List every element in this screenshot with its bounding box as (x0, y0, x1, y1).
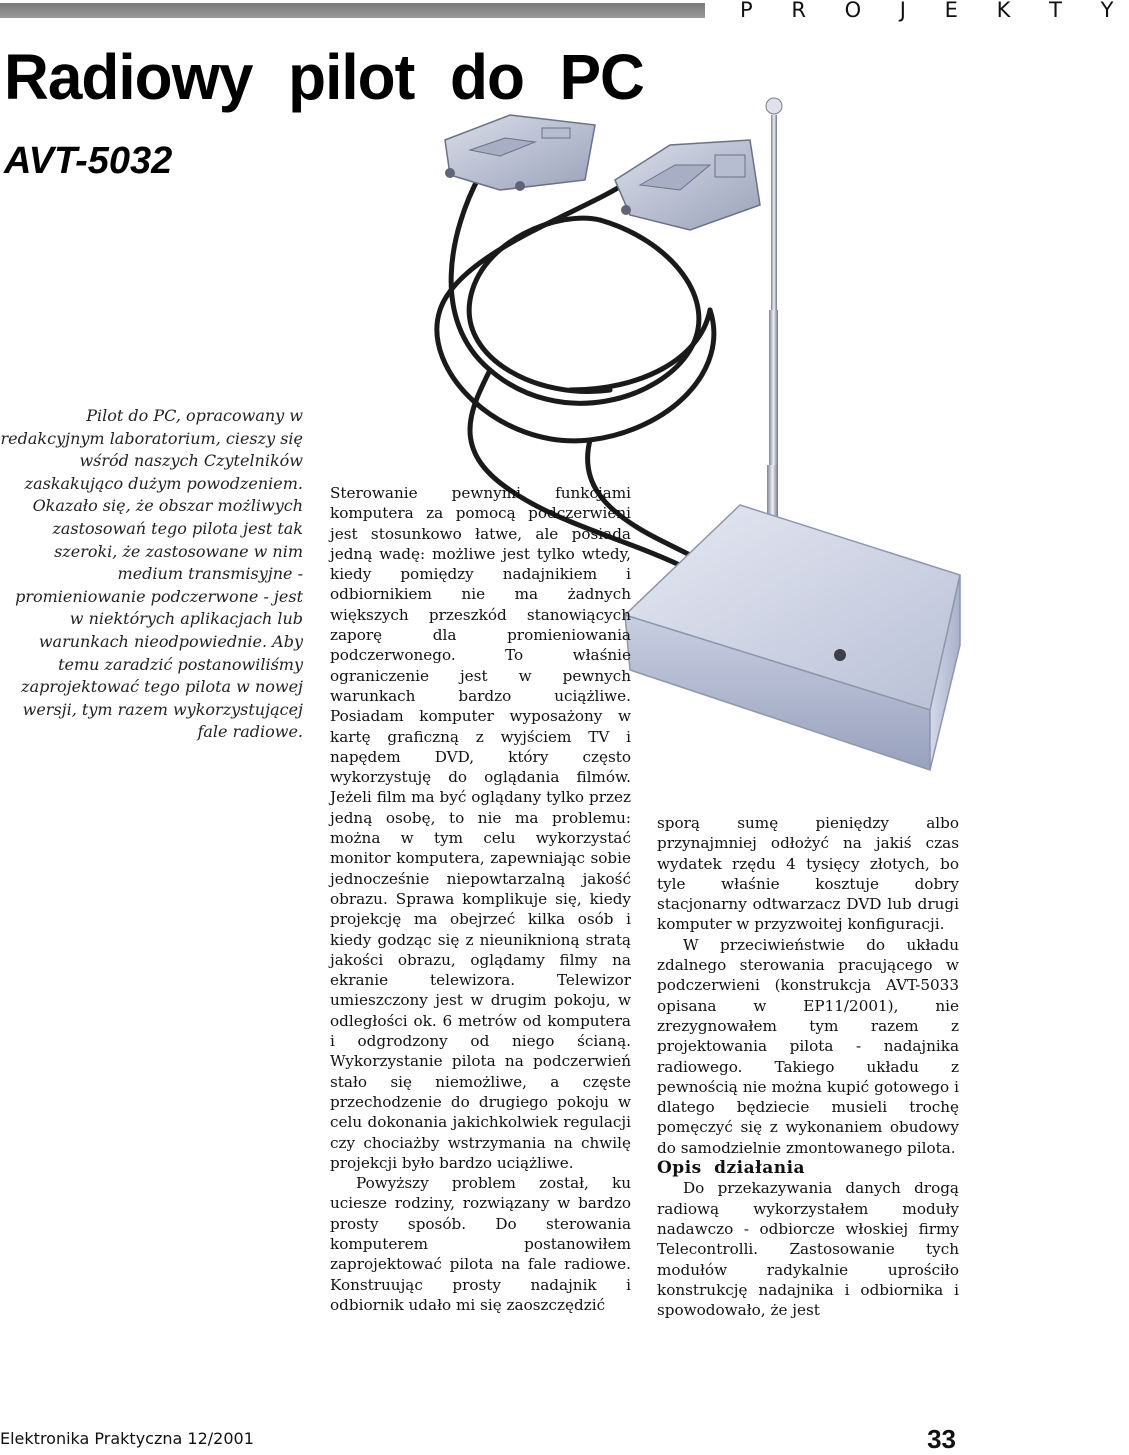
paragraph: W przeciwieństwie do układu zdalnego sterowania pracującego w podczerwieni (konstrukcja AVT-5033 opisana w EP11/2001), nie zrezygnowałem tym razem z projektowania pilota - nadajnika radiowego. Takiego układu z pewnością nie można kupić gotowego i dlatego będziecie musieli trochę pomęczyć się z wykonaniem obudowy do samodzielnie zmontowanego pilota. (657, 935, 959, 1157)
antenna (766, 98, 782, 575)
footer-magazine: Elektronika Praktyczna 12/2001 (0, 1429, 254, 1448)
paragraph: Powyższy problem został, ku uciesze rodziny, rozwiązany w bardzo prosty sposób. Do sterowania komputerem postanowiłem zaprojektować pilota na fale radiowe. Konstruując prosty nadajnik i odbiornik udało mi się zaoszczędzić (330, 1174, 631, 1314)
led-indicator (834, 649, 846, 661)
paragraph: Sterowanie pewnymi funkcjami komputera za pomocą podczerwieni jest stosunkowo łatwe, ale posiada jedną wadę: możliwe jest tylko wtedy, kiedy pomiędzy nadajnikiem i odbiornikiem nie ma żadnych większych przeszkód stanowiących zaporę dla promieniowania podczerwonego. To właśnie ograniczenie jest w pewnych warunkach bardzo uciążliwe. Posiadam komputer wyposażony w kartę graficzną z wyjściem TV i napędem DVD, który często wykorzystuję do oglądania filmów. Jeżeli film ma być oglądany tylko przez jedną osobę, to nie ma problemu: można w tym celu wykorzystać monitor komputera, zapewniając sobie jednocześnie niepowtarzalną jakość obrazu. Sprawa komplikuje się, kiedy projekcję ma obejrzeć kilka osób i kiedy godząc się z nieuniknioną stratą jakości obrazu, oglądamy filmy na ekranie telewizora. Telewizor umieszczony jest w drugim pokoju, w odległości ok. 6 metrów od komputera i odgrodzony od niego ścianą. Wykorzystanie pilota na podczerwień stało się niemożliwe, a częste przechodzenie do drugiego pokoju w celu dokonania jakichkolwiek regulacji czy chociażby wstrzymania na chwilę projekcji było bardzo uciążliwe. (330, 484, 631, 1172)
body-column-middle (330, 483, 631, 1315)
paragraph: Do przekazywania danych drogą radiową wykorzystałem moduły nadawczo - odbiorcze włoskiej firmy Telecontrolli. Zastosowanie tych modułów radykalnie uprościło konstrukcję nadajnika i odbiornika i spowodowało, że jest (657, 1179, 959, 1320)
db-connector-2 (615, 140, 760, 230)
db-connector-1 (445, 115, 595, 191)
article-title: Radiowy pilot do PC (4, 41, 644, 113)
section-label: P R O J E K T Y (740, 0, 1129, 22)
paragraph: sporą sumę pieniędzy albo przynajmniej odłożyć na jakiś czas wydatek rzędu 4 tysięcy złotych, bo tyle właśnie kosztuje dobry stacjonarny odtwarzacz DVD lub drugi komputer w przyzwoitej konfiguracji. (657, 814, 959, 934)
page-number: 33 (927, 1424, 956, 1454)
header-bar (0, 3, 705, 18)
receiver-box (625, 505, 960, 770)
section-heading: Opis działania (657, 1158, 806, 1179)
article-code: AVT-5032 (4, 140, 173, 182)
body-column-right (657, 813, 959, 1320)
article-lead: Pilot do PC, opracowany w redakcyjnym laboratorium, cieszy się wśród naszych Czytelników zaskakująco dużym powodzeniem. Okazało się, że obszar możliwych zastosowań tego pilota jest tak szeroki, że zastosowane w nim medium transmisyjne - promieniowanie podczerwone - jest w niektórych aplikacjach lub warunkach nieodpowiednie. Aby temu zaradzić postanowiliśmy zaprojektować tego pilota w nowej wersji, tym razem wykorzystującej fale radiowe. (0, 406, 303, 742)
